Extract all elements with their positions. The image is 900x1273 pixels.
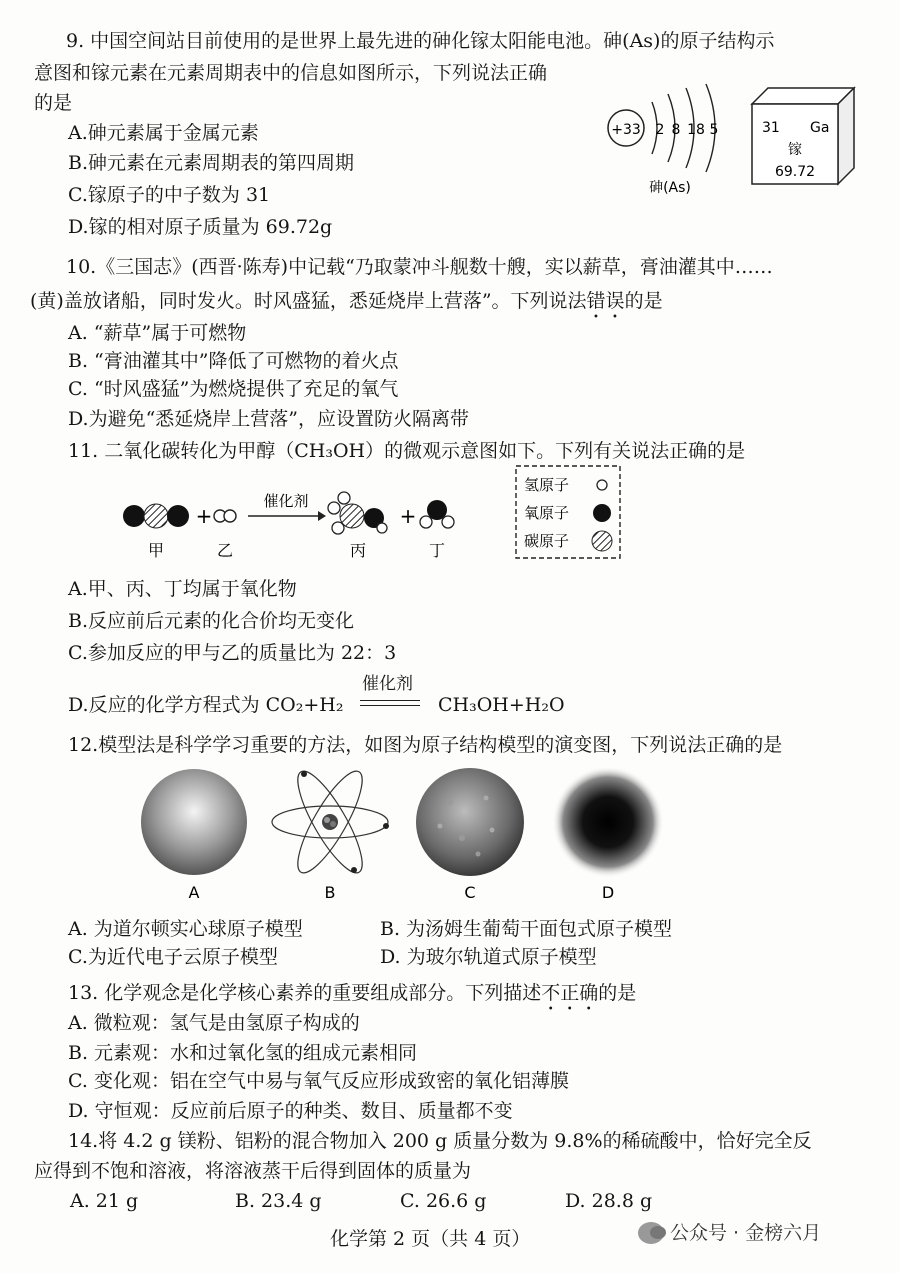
wechat-icon	[638, 1222, 664, 1244]
model-b-orbital	[272, 768, 389, 880]
q12-option-a: A. 为道尔顿实心球原子模型	[68, 918, 303, 940]
q10-emphasis: 错误	[586, 290, 625, 312]
q12-stem: 12.模型法是科学学习重要的方法，如图为原子结构模型的演变图，下列说法正确的是	[68, 734, 783, 756]
model-label-a: A	[188, 883, 200, 902]
q12-option-b: B. 为汤姆生葡萄干面包式原子模型	[380, 918, 673, 940]
q11-stem: 11. 二氧化碳转化为甲醇（CH₃OH）的微观示意图如下。下列有关说法正确的是	[68, 440, 746, 462]
q13-option-c: C. 变化观：铝在空气中易与氧气反应形成致密的氧化铝薄膜	[68, 1070, 569, 1092]
q10-option-c: C. “时风盛猛”为燃烧提供了充足的氧气	[68, 378, 399, 400]
q13-option-d: D. 守恒观：反应前后原子的种类、数目、质量都不变	[68, 1100, 513, 1122]
o-atom	[167, 505, 189, 527]
element-number: 31	[762, 120, 780, 136]
label-jia: 甲	[147, 541, 165, 560]
equation-catalyst: 催化剂	[362, 674, 413, 694]
watermark	[638, 1222, 821, 1245]
q11-option-a: A.甲、丙、丁均属于氧化物	[68, 578, 297, 600]
atom-caption: 砷(As)	[649, 180, 691, 196]
page-footer: 化学第 2 页（共 4 页）	[330, 1228, 531, 1250]
plus-sign: +	[399, 504, 417, 528]
q13-stem-text: 13. 化学观念是化学核心素养的重要组成部分。下列描述	[68, 982, 542, 1004]
legend-oxygen: 氧原子	[524, 504, 570, 522]
model-a-solid-sphere	[141, 769, 247, 875]
q10-option-d: D.为避免“悉延烧岸上营落”，应设置防火隔离带	[68, 408, 470, 430]
model-label-b: B	[324, 883, 336, 902]
q9-option-c: C.镓原子的中子数为 31	[68, 184, 271, 206]
q12-option-d: D. 为玻尔轨道式原子模型	[380, 946, 597, 968]
q9-option-b: B.砷元素在元素周期表的第四周期	[68, 152, 355, 174]
q14-option-a: A. 21 g	[70, 1190, 139, 1212]
element-name: 镓	[788, 142, 802, 158]
reaction-micro-diagram	[112, 476, 512, 566]
c-atom	[144, 504, 168, 528]
q14-option-b: B. 23.4 g	[235, 1190, 322, 1212]
atom-nucleus: +33	[611, 122, 641, 138]
arrow-head	[318, 511, 326, 521]
label-yi: 乙	[216, 541, 234, 560]
model-c-plum-pudding	[416, 768, 524, 876]
shell-3: 18	[687, 122, 705, 138]
element-mass: 69.72	[774, 164, 816, 180]
watermark-text: 公众号 · 金榜六月	[670, 1222, 822, 1244]
q14-stem-line1: 14.将 4.2 g 镁粉、铝粉的混合物加入 200 g 质量分数为 9.8%的稀硫酸中，恰好完全反	[68, 1130, 812, 1152]
shell-2: 8	[671, 122, 681, 138]
q11-option-d-products: CH₃OH+H₂O	[438, 694, 565, 716]
catalyst-label: 催化剂	[263, 492, 309, 510]
legend-hydrogen: 氢原子	[524, 476, 570, 494]
q13-emphasis: 不正确	[541, 982, 599, 1004]
q13-option-b: B. 元素观：水和过氧化氢的组成元素相同	[68, 1042, 418, 1064]
q9-stem-line1: 9. 中国空间站目前使用的是世界上最先进的砷化镓太阳能电池。砷(As)的原子结构示	[66, 30, 775, 52]
shell-4: 5	[709, 122, 719, 138]
model-label-d: D	[601, 883, 615, 902]
q12-option-c: C.为近代电子云原子模型	[68, 946, 278, 968]
model-d-electron-cloud	[552, 768, 664, 878]
q14-stem-line2: 应得到不饱和溶液，将溶液蒸干后得到固体的质量为	[34, 1160, 472, 1182]
q10-stem-line2	[30, 290, 663, 323]
q9-stem-line3: 的是	[34, 92, 73, 114]
label-ding: 丁	[428, 541, 446, 560]
shell-1: 2	[655, 122, 665, 138]
q10-option-a: A. “薪草”属于可燃物	[68, 322, 247, 344]
gallium-element-card	[748, 84, 860, 188]
q11-option-c: C.参加反应的甲与乙的质量比为 22：3	[68, 642, 397, 664]
q9-option-d: D.镓的相对原子质量为 69.72g	[68, 216, 333, 238]
q13-option-a: A. 微粒观：氢气是由氢原子构成的	[68, 1012, 360, 1034]
q14-option-d: D. 28.8 g	[565, 1190, 653, 1212]
plus-sign: +	[195, 504, 213, 528]
q11-option-d: D.反应的化学方程式为 CO₂+H₂	[68, 694, 344, 716]
atomic-models-figure	[140, 768, 680, 906]
q9-stem-line2: 意图和镓元素在元素周期表中的信息如图所示，下列说法正确	[34, 62, 548, 84]
legend-carbon: 碳原子	[524, 532, 570, 550]
o-atom	[123, 505, 145, 527]
q13-stem	[68, 982, 636, 1015]
q11-option-b: B.反应前后元素的化合价均无变化	[68, 610, 355, 632]
arsenic-atom-diagram	[600, 80, 730, 200]
q14-options	[70, 1190, 730, 1213]
model-label-c: C	[464, 883, 476, 902]
q10-stem-line2-end: 的是	[624, 290, 663, 312]
q10-option-b: B. “膏油灌其中”降低了可燃物的着火点	[68, 350, 399, 372]
atom-legend	[512, 462, 624, 562]
q13-stem-end: 的是	[598, 982, 637, 1004]
q14-option-c: C. 26.6 g	[400, 1190, 487, 1212]
q10-stem-line2-text: (黄)盖放诸船，同时发火。时风盛猛，悉延烧岸上营落”。下列说法	[30, 290, 587, 312]
equation-line-bottom	[360, 705, 420, 706]
label-bing: 丙	[349, 541, 367, 560]
q10-stem-line1: 10.《三国志》(西晋·陈寿)中记载“乃取蒙冲斗舰数十艘，实以薪草，膏油灌其中……	[66, 256, 773, 278]
equation-line-top	[360, 700, 420, 701]
q9-option-a: A.砷元素属于金属元素	[68, 122, 259, 144]
element-symbol: Ga	[810, 120, 830, 136]
